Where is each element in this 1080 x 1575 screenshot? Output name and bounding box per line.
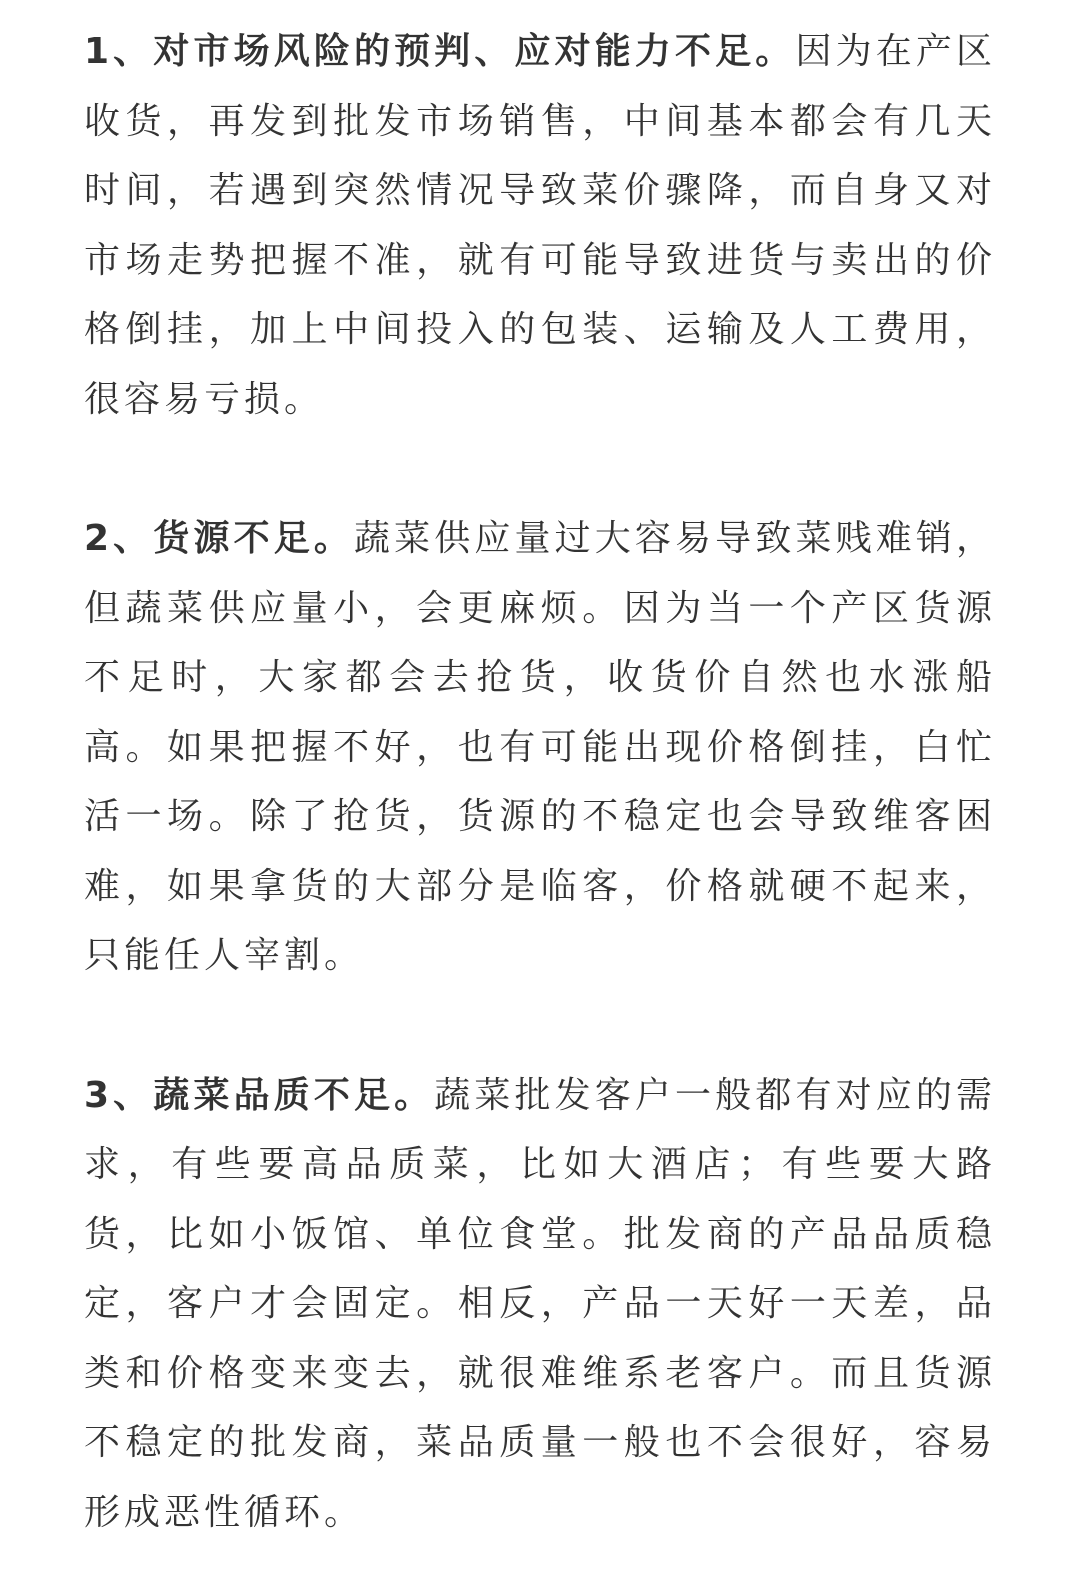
article-body: [84, 17, 996, 1547]
paragraph-spacer: [84, 991, 996, 1061]
paragraph-spacer: [84, 434, 996, 504]
paragraph-text: 蔬菜供应量过大容易导致菜贱难销，但蔬菜供应量小，会更麻烦。因为当一个产区货源不足时，大家都会去抢货，收货价自然也水涨船高。如果把握不好，也有可能出现价格倒挂，白忙活一场。除了抢货，货源的不稳定也会导致维客困难，如果拿货的大部分是临客，价格就硬不起来，只能任人宰割。: [84, 518, 996, 976]
paragraph-heading: 3、蔬菜品质不足。: [84, 1074, 435, 1116]
paragraph-text: 因为在产区收货，再发到批发市场销售，中间基本都会有几天时间，若遇到突然情况导致菜价骤降，而自身又对市场走势把握不准，就有可能导致进货与卖出的价格倒挂，加上中间投入的包装、运输及人工费用，很容易亏损。: [84, 31, 996, 420]
paragraph-supply-shortage: [84, 504, 996, 991]
paragraph-market-risk: [84, 17, 996, 434]
paragraph-heading: 2、货源不足。: [84, 518, 354, 559]
paragraph-text: 蔬菜批发客户一般都有对应的需求，有些要高品质菜，比如大酒店；有些要大路货，比如小饭馆、单位食堂。批发商的产品品质稳定，客户才会固定。相反，产品一天好一天差，品类和价格变来变去，就很难维系老客户。而且货源不稳定的批发商，菜品质量一般也不会很好，容易形成恶性循环。: [84, 1074, 996, 1533]
paragraph-quality-shortage: [84, 1061, 996, 1548]
paragraph-heading: 1、对市场风险的预判、应对能力不足。: [84, 31, 796, 72]
